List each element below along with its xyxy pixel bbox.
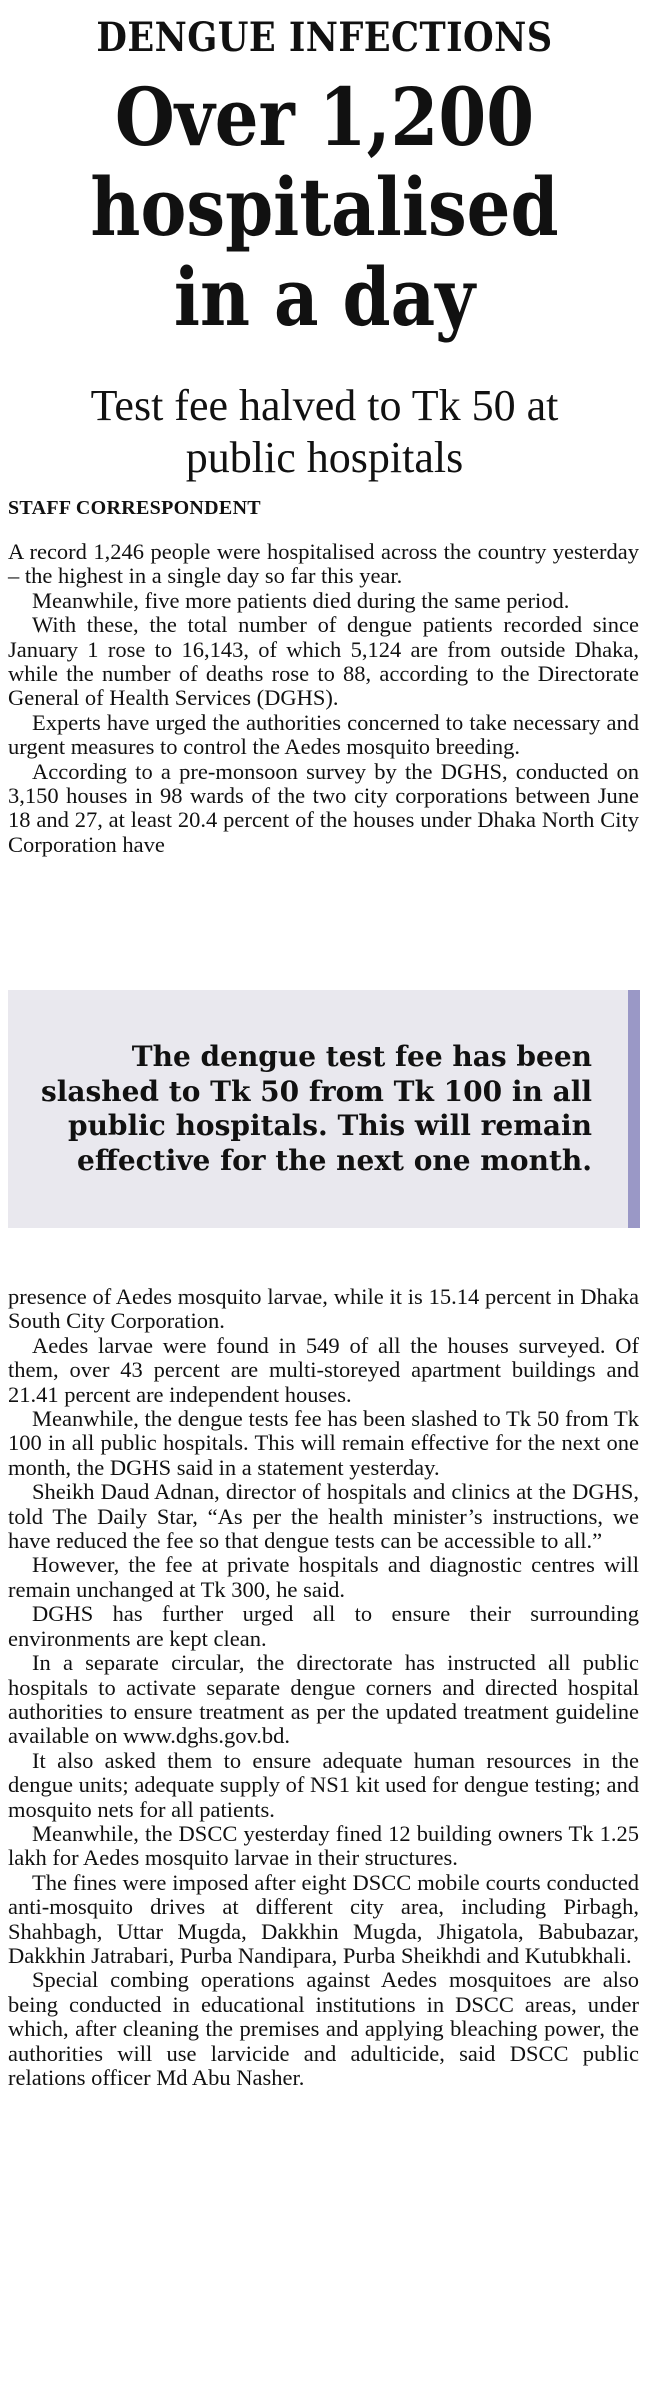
paragraph: Sheikh Daud Adnan, director of hospitals and clinics at the DGHS, told The Daily Star, “As per the health minister’s instructions, we have reduced the fee so that dengue tests can be accessible to all.” [8, 1479, 639, 1554]
article-body-top [8, 540, 639, 857]
subheadline [0, 380, 649, 484]
headline-line: Over 1,200 [114, 70, 535, 164]
article-body-bottom [8, 1285, 639, 2090]
pull-quote-line: effective for the next one month. [77, 1143, 592, 1177]
section-kicker: DENGUE INFECTIONS [96, 14, 553, 61]
byline: STAFF CORRESPONDENT [8, 497, 261, 519]
pull-quote-line: The dengue test fee has been [131, 1040, 592, 1073]
paragraph: Experts have urged the authorities concerned to take necessary and urgent measures to control the Aedes mosquito breeding. [8, 709, 639, 760]
subheadline-line: public hospitals [185, 433, 464, 482]
paragraph: DGHS has further urged all to ensure their surrounding environments are kept clean. [8, 1601, 639, 1651]
pull-quote-text [32, 1040, 592, 1178]
paragraph: Aedes larvae were found in 549 of all the houses surveyed. Of them, over 43 percent are multi-storeyed apartment buildings and 21.41 percent are independent houses. [8, 1332, 639, 1407]
paragraph: Meanwhile, the DSCC yesterday fined 12 building owners Tk 1.25 lakh for Aedes mosquito larvae in their structures. [8, 1820, 639, 1871]
headline [45, 72, 603, 342]
paragraph: Special combing operations against Aedes mosquitoes are also being conducted in educational institutions in DSCC areas, under which, after cleaning the premises and applying bleaching power, the authorities will use larvicide and adulticide, said DSCC public relations officer Md Abu Nasher. [8, 1967, 639, 2090]
paragraph: With these, the total number of dengue patients recorded since January 1 rose to 16,143, of which 5,124 are from outside Dhaka, while the number of deaths rose to 88, according to the Directorate General of Health Services (DGHS). [8, 612, 639, 711]
paragraph: According to a pre-monsoon survey by the DGHS, conducted on 3,150 houses in 98 wards of the two city corporations between June 18 and 27, at least 20.4 percent of the houses under Dhaka North City Corporation have [8, 758, 639, 857]
pull-quote-accent-bar [628, 990, 640, 1228]
paragraph: A record 1,246 people were hospitalised across the country yesterday – the highest in a single day so far this year. [8, 539, 639, 589]
pull-quote-line: public hospitals. This will remain [67, 1109, 592, 1142]
paragraph: presence of Aedes mosquito larvae, while it is 15.14 percent in Dhaka South City Corporation. [8, 1284, 639, 1334]
paragraph: It also asked them to ensure adequate human resources in the dengue units; adequate supply of NS1 kit used for dengue testing; and mosquito nets for all patients. [8, 1747, 639, 1822]
headline-line: hospitalised [90, 160, 559, 254]
pull-quote-line: slashed to Tk 50 from Tk 100 in all [40, 1074, 592, 1108]
paragraph: In a separate circular, the directorate has instructed all public hospitals to activate separate dengue corners and directed hospital authorities to ensure treatment as per the updated treatment guideline available on www.dghs.gov.bd. [8, 1650, 639, 1749]
pull-quote-box [8, 990, 640, 1228]
paragraph: However, the fee at private hospitals and diagnostic centres will remain unchanged at Tk 300, he said. [8, 1552, 639, 1602]
subheadline-line: Test fee halved to Tk 50 at [90, 381, 559, 430]
paragraph: Meanwhile, the dengue tests fee has been slashed to Tk 50 from Tk 100 in all public hospitals. This will remain effective for the next one month, the DGHS said in a statement yesterday. [8, 1406, 639, 1480]
headline-line: in a day [173, 250, 476, 344]
paragraph: The fines were imposed after eight DSCC mobile courts conducted anti-mosquito drives at different city area, including Pirbagh, Shahbagh, Uttar Mugda, Dakkhin Mugda, Jhigatola, Babubazar, Dakkhin Jatrabari, Purba Nandipara, Purba Sheikhdi and Kutubkhali. [8, 1869, 639, 1968]
paragraph: Meanwhile, five more patients died during the same period. [32, 587, 570, 613]
